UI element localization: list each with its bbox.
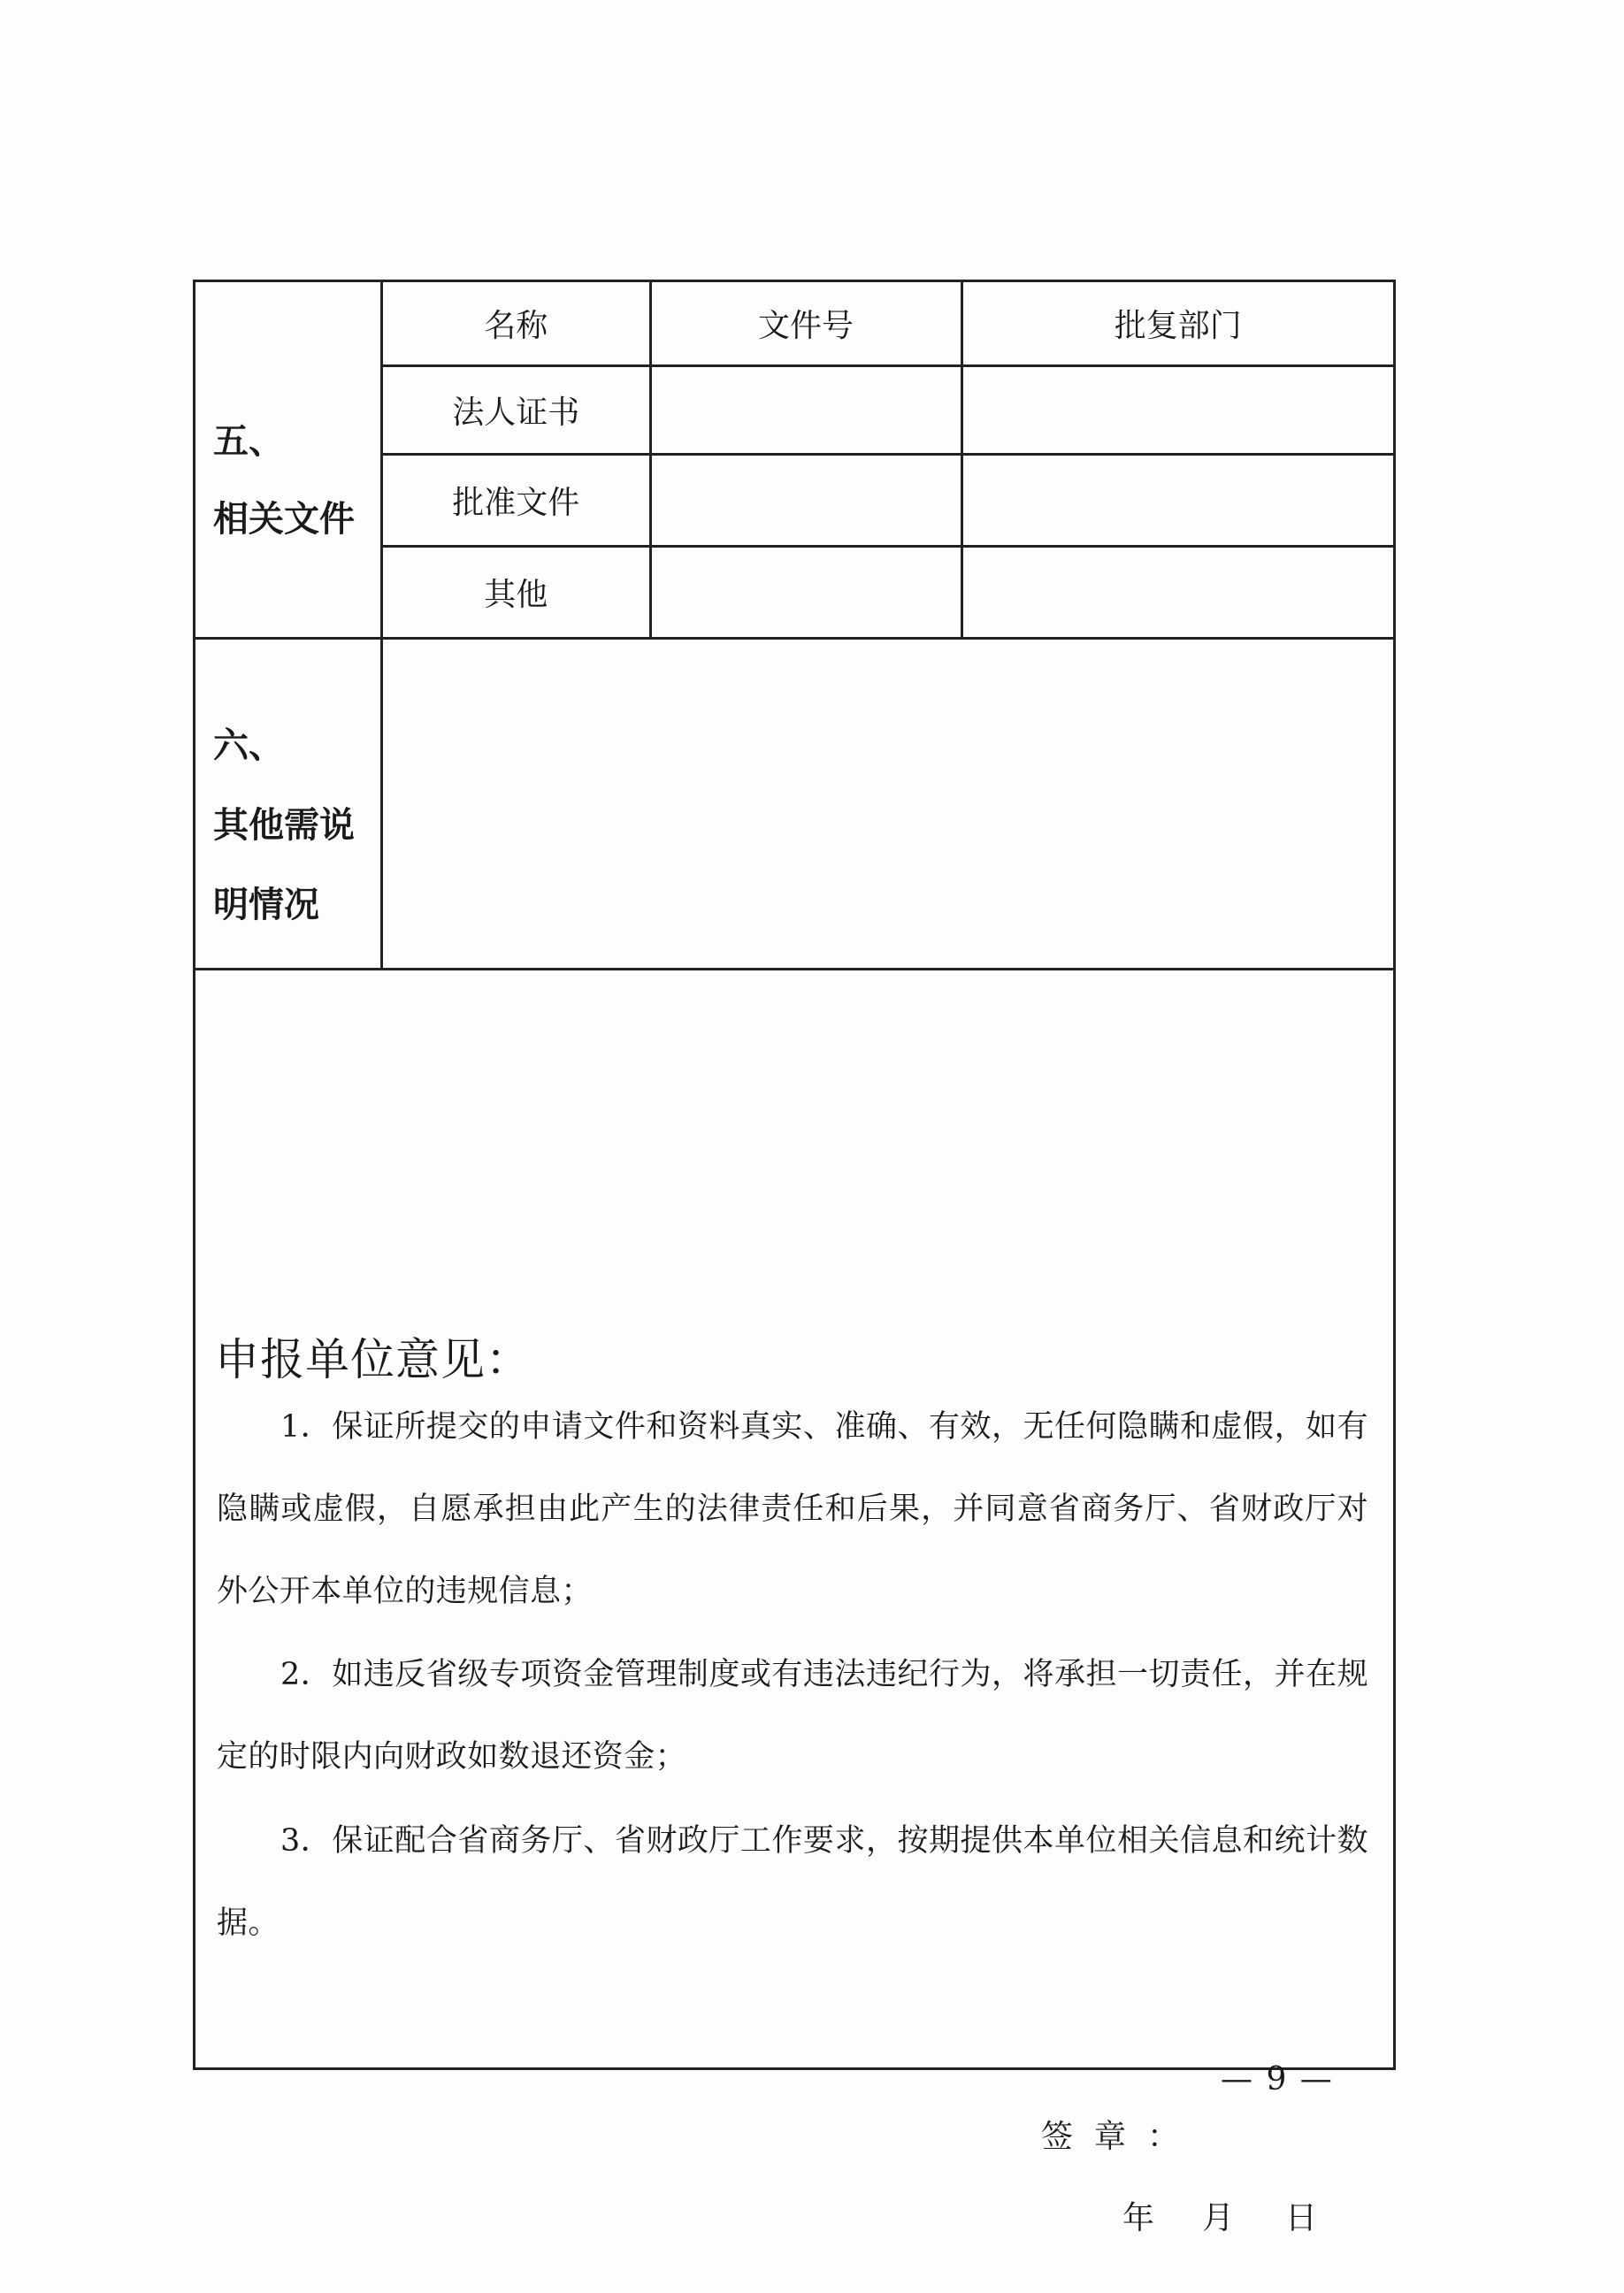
row-label: 法人证书 — [383, 365, 650, 454]
related-documents-section — [195, 282, 1393, 640]
row-label: 其他 — [383, 546, 650, 637]
date-month: 月 — [1202, 2200, 1235, 2236]
section-six-title-line1: 其他需说 — [213, 805, 355, 846]
header-approval-dept: 批复部门 — [961, 282, 1393, 365]
section-five-label — [195, 282, 383, 637]
opinion-paragraph-3: 3．保证配合省商务厅、省财政厅工作要求，按期提供本单位相关信息和统计数据。 — [217, 1823, 1368, 1941]
header-name: 名称 — [383, 282, 650, 365]
other-notes-content[interactable] — [383, 640, 1393, 968]
approval-dept-cell[interactable] — [961, 546, 1393, 637]
related-documents-table — [383, 282, 1393, 637]
approval-dept-cell[interactable] — [961, 454, 1393, 546]
date-year: 年 — [1122, 2200, 1155, 2236]
signature-label: 签章： — [1041, 2119, 1201, 2155]
section-six-label — [195, 640, 383, 968]
table-row — [383, 546, 1393, 637]
opinion-paragraph-2: 2．如违反省级专项资金管理制度或有违法违纪行为，将承担一切责任，并在规定的时限内向财政如数退还资金； — [217, 1657, 1368, 1775]
opinion-title: 申报单位意见： — [215, 1334, 531, 1385]
applicant-opinion-section — [195, 970, 1393, 2236]
table-row — [383, 454, 1393, 546]
doc-number-cell[interactable] — [650, 365, 961, 454]
row-label: 批准文件 — [383, 454, 650, 546]
doc-number-cell[interactable] — [650, 454, 961, 546]
other-notes-section — [195, 640, 1393, 970]
table-header-row — [383, 282, 1393, 365]
section-six-title-line2: 明情况 — [213, 885, 319, 925]
page-number: — 9 — — [1221, 2061, 1334, 2097]
table-row — [383, 365, 1393, 454]
date-day: 日 — [1285, 2200, 1318, 2236]
approval-dept-cell[interactable] — [961, 365, 1393, 454]
opinion-paragraph-1: 1．保证所提交的申请文件和资料真实、准确、有效，无任何隐瞒和虚假，如有隐瞒或虚假，自愿承担由此产生的法律责任和后果，并同意省商务厅、省财政厅对外公开本单位的违规信息； — [217, 1409, 1368, 1609]
header-doc-number: 文件号 — [650, 282, 961, 365]
application-form-frame — [193, 280, 1396, 2236]
doc-number-cell[interactable] — [650, 546, 961, 637]
section-five-title: 相关文件 — [213, 499, 355, 540]
section-five-number: 五、 — [213, 421, 284, 462]
section-six-number: 六、 — [213, 725, 284, 766]
